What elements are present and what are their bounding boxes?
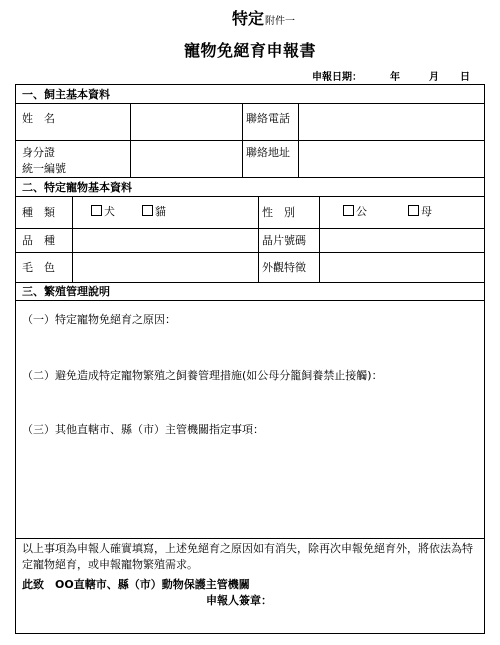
rule	[16, 196, 484, 197]
form-title: 寵物免絕育申報書	[183, 41, 316, 60]
apply-date-label: 申報日期：	[312, 72, 362, 83]
appearance-label: 外觀特徵	[262, 261, 306, 274]
rule	[16, 538, 484, 539]
rule	[16, 103, 484, 104]
question-1: （一）特定寵物免絕育之原因：	[22, 313, 176, 326]
rule	[16, 252, 484, 253]
form-type-label: 特定	[232, 9, 265, 28]
male-option-label: 公	[356, 205, 367, 218]
rule	[16, 228, 484, 229]
sex-label: 性 別	[262, 206, 295, 219]
id-number-label: 身分證	[22, 146, 55, 159]
rule	[258, 196, 259, 282]
rule	[298, 103, 299, 177]
header-label	[232, 6, 295, 29]
applicant-signature-label: 申報人簽章：	[206, 594, 272, 607]
rule	[319, 196, 320, 282]
section-1-heading: 一、飼主基本資料	[22, 88, 110, 101]
business-id-label: 統一編號	[22, 162, 66, 175]
rule	[16, 282, 484, 283]
coat-color-label: 毛 色	[22, 261, 55, 274]
female-checkbox[interactable]	[408, 205, 419, 216]
male-option[interactable]	[343, 205, 367, 218]
rule	[72, 196, 73, 282]
question-2: （二）避免造成特定寵物繁殖之飼養管理措施(如公母分籠飼養禁止接觸)：	[22, 369, 383, 382]
declaration-form	[15, 84, 485, 634]
cat-option[interactable]	[142, 205, 166, 218]
rule	[16, 300, 484, 301]
addressee-line: 此致 OO直轄市、縣（市）動物保護主管機關	[22, 578, 250, 591]
annex-label: 附件一	[265, 16, 296, 27]
contact-phone-label: 聯絡電話	[246, 112, 290, 125]
rule	[242, 103, 243, 177]
female-option-label: 母	[421, 205, 432, 218]
month-label: 月	[429, 72, 439, 83]
question-3: （三）其他直轄市、縣（市）主管機關指定事項：	[22, 423, 264, 436]
microchip-label: 晶片號碼	[262, 234, 306, 247]
contact-address-label: 聯絡地址	[246, 146, 290, 159]
year-label: 年	[390, 72, 400, 83]
owner-name-label: 姓 名	[22, 112, 55, 125]
dog-option[interactable]	[91, 205, 115, 218]
rule	[130, 103, 131, 177]
cat-checkbox[interactable]	[142, 205, 153, 216]
declaration-notice: 以上事項為申報人確實填寫，上述免絕育之原因如有消失，除再次申報免絕育外，將依法為特定寵物絕育，或申報寵物繁殖需求。	[22, 542, 473, 571]
male-checkbox[interactable]	[343, 205, 354, 216]
cat-option-label: 貓	[155, 205, 166, 218]
section-3-heading: 三、繁殖管理說明	[22, 285, 110, 298]
section-2-heading: 二、特定寵物基本資料	[22, 181, 132, 194]
rule	[16, 177, 484, 178]
female-option[interactable]	[408, 205, 432, 218]
dog-checkbox[interactable]	[91, 205, 102, 216]
species-label: 種 類	[22, 206, 55, 219]
day-label: 日	[460, 72, 470, 83]
dog-option-label: 犬	[104, 205, 115, 218]
breed-label: 品 種	[22, 234, 55, 247]
rule	[16, 140, 484, 141]
